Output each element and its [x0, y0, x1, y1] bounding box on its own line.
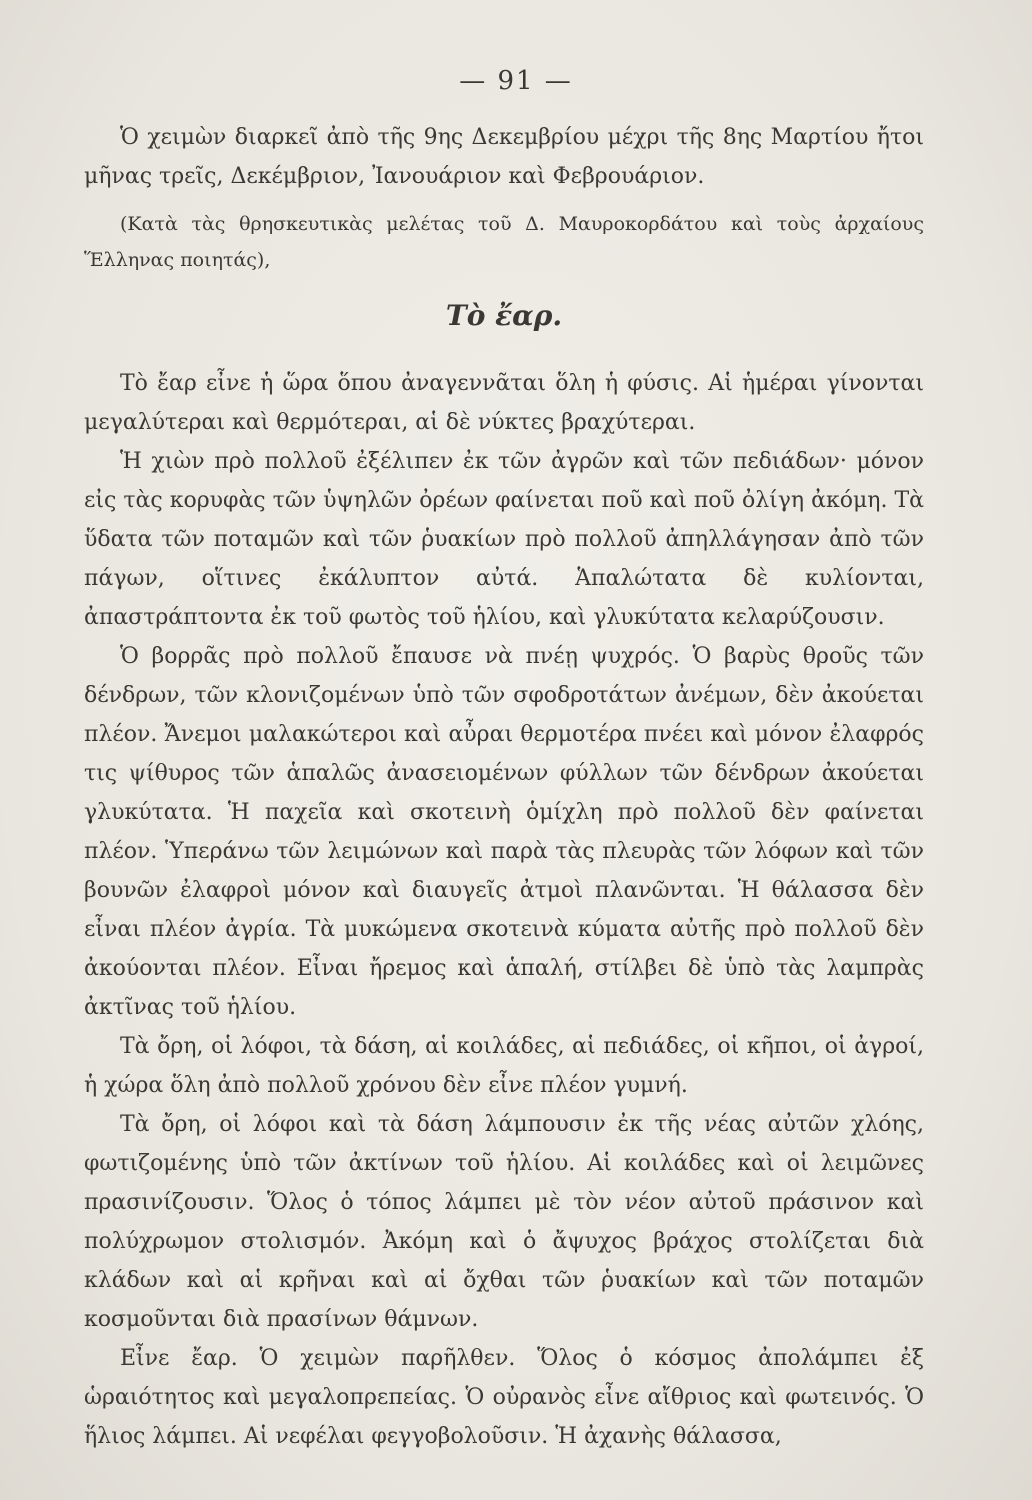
page-text — [84, 118, 924, 1456]
section-heading: Τὸ ἔαρ. — [445, 299, 563, 332]
paragraph-4: Τὰ ὄρη, οἱ λόφοι, τὰ δάση, αἱ κοιλάδες, αἱ πεδιάδες, οἱ κῆποι, οἱ ἀγροί, ἡ χώρα ὅλη ἀπὸ πολλοῦ χρόνου δὲν εἶνε πλέον γυμνή. — [84, 1034, 924, 1098]
paragraph-1: Τὸ ἔαρ εἶνε ἡ ὥρα ὅπου ἀναγεννᾶται ὅλη ἡ φύσις. Αἱ ἡμέραι γίνονται μεγαλύτεραι καὶ θερμότεραι, αἱ δὲ νύκτες βραχύτεραι. — [84, 371, 924, 435]
source-note: (Κατὰ τὰς θρησκευτικὰς μελέτας τοῦ Δ. Μαυροκορδάτου καὶ τοὺς ἀρχαίους Ἕλληνας ποιητάς), — [84, 213, 924, 271]
page-number: — 91 — — [459, 66, 573, 96]
paragraph-6: Εἶνε ἔαρ. Ὁ χειμὼν παρῆλθεν. Ὅλος ὁ κόσμος ἀπολάμπει ἐξ ὡραιότητος καὶ μεγαλοπρεπείας. Ὁ οὐρανὸς εἶνε αἴθριος καὶ φωτεινός. Ὁ ἥλιος λάμπει. Αἱ νεφέλαι φεγγοβολοῦσιν. Ἡ ἀχανὴς θάλασσα, — [84, 1346, 924, 1449]
paragraph-5: Τὰ ὄρη, οἱ λόφοι καὶ τὰ δάση λάμπουσιν ἐκ τῆς νέας αὐτῶν χλόης, φωτιζομένης ὑπὸ τῶν ἀκτίνων τοῦ ἡλίου. Αἱ κοιλάδες καὶ οἱ λειμῶνες πρασινίζουσιν. Ὅλος ὁ τόπος λάμπει μὲ τὸν νέον αὐτοῦ πράσινον καὶ πολύχρωμον στολισμόν. Ἀκόμη καὶ ὁ ἄψυχος βράχος στολίζεται διὰ κλάδων καὶ αἱ κρῆναι καὶ αἱ ὄχθαι τῶν ῥυακίων καὶ τῶν ποταμῶν κοσμοῦνται διὰ πρασίνων θάμνων. — [84, 1112, 924, 1332]
paragraph-3: Ὁ βορρᾶς πρὸ πολλοῦ ἔπαυσε νὰ πνέῃ ψυχρός. Ὁ βαρὺς θροῦς τῶν δένδρων, τῶν κλονιζομένων ὑπὸ τῶν σφοδροτάτων ἀνέμων, δὲν ἀκούεται πλέον. Ἄνεμοι μαλακώτεροι καὶ αὖραι θερμοτέρα πνέει καὶ μόνον ἐλαφρός τις ψίθυρος τῶν ἁπαλῶς ἀνασειομένων φύλλων τῶν δένδρων ἀκούεται γλυκύτατα. Ἡ παχεῖα καὶ σκοτεινὴ ὁμίχλη πρὸ πολλοῦ δὲν φαίνεται πλέον. Ὑπεράνω τῶν λειμώνων καὶ παρὰ τὰς πλευρὰς τῶν λόφων καὶ τῶν βουνῶν ἐλαφροὶ μόνον καὶ διαυγεῖς ἀτμοὶ πλανῶνται. Ἡ θάλασσα δὲν εἶναι πλέον ἀγρία. Τὰ μυκώμενα σκοτεινὰ κύματα αὐτῆς πρὸ πολλοῦ δὲν ἀκούονται πλέον. Εἶναι ἤρεμος καὶ ἁπαλή, στίλβει δὲ ὑπὸ τὰς λαμπρὰς ἀκτῖνας τοῦ ἡλίου. — [84, 644, 924, 1020]
intro-paragraph: Ὁ χειμὼν διαρκεῖ ἀπὸ τῆς 9ης Δεκεμβρίου μέχρι τῆς 8ης Μαρτίου ἤτοι μῆνας τρεῖς, Δεκέμβριον, Ἰανουάριον καὶ Φεβρουάριον. — [84, 125, 924, 189]
paragraph-2: Ἡ χιὼν πρὸ πολλοῦ ἐξέλιπεν ἐκ τῶν ἀγρῶν καὶ τῶν πεδιάδων· μόνον εἰς τὰς κορυφὰς τῶν ὑψηλῶν ὀρέων φαίνεται ποῦ καὶ ποῦ ὀλίγη ἀκόμη. Τὰ ὕδατα τῶν ποταμῶν καὶ τῶν ῥυακίων πρὸ πολλοῦ ἀπηλλάγησαν ἀπὸ τῶν πάγων, οἵτινες ἐκάλυπτον αὐτά. Ἁπαλώτατα δὲ κυλίονται, ἀπαστράπτοντα ἐκ τοῦ φωτὸς τοῦ ἡλίου, καὶ γλυκύτατα κελαρύζουσιν. — [84, 449, 924, 630]
